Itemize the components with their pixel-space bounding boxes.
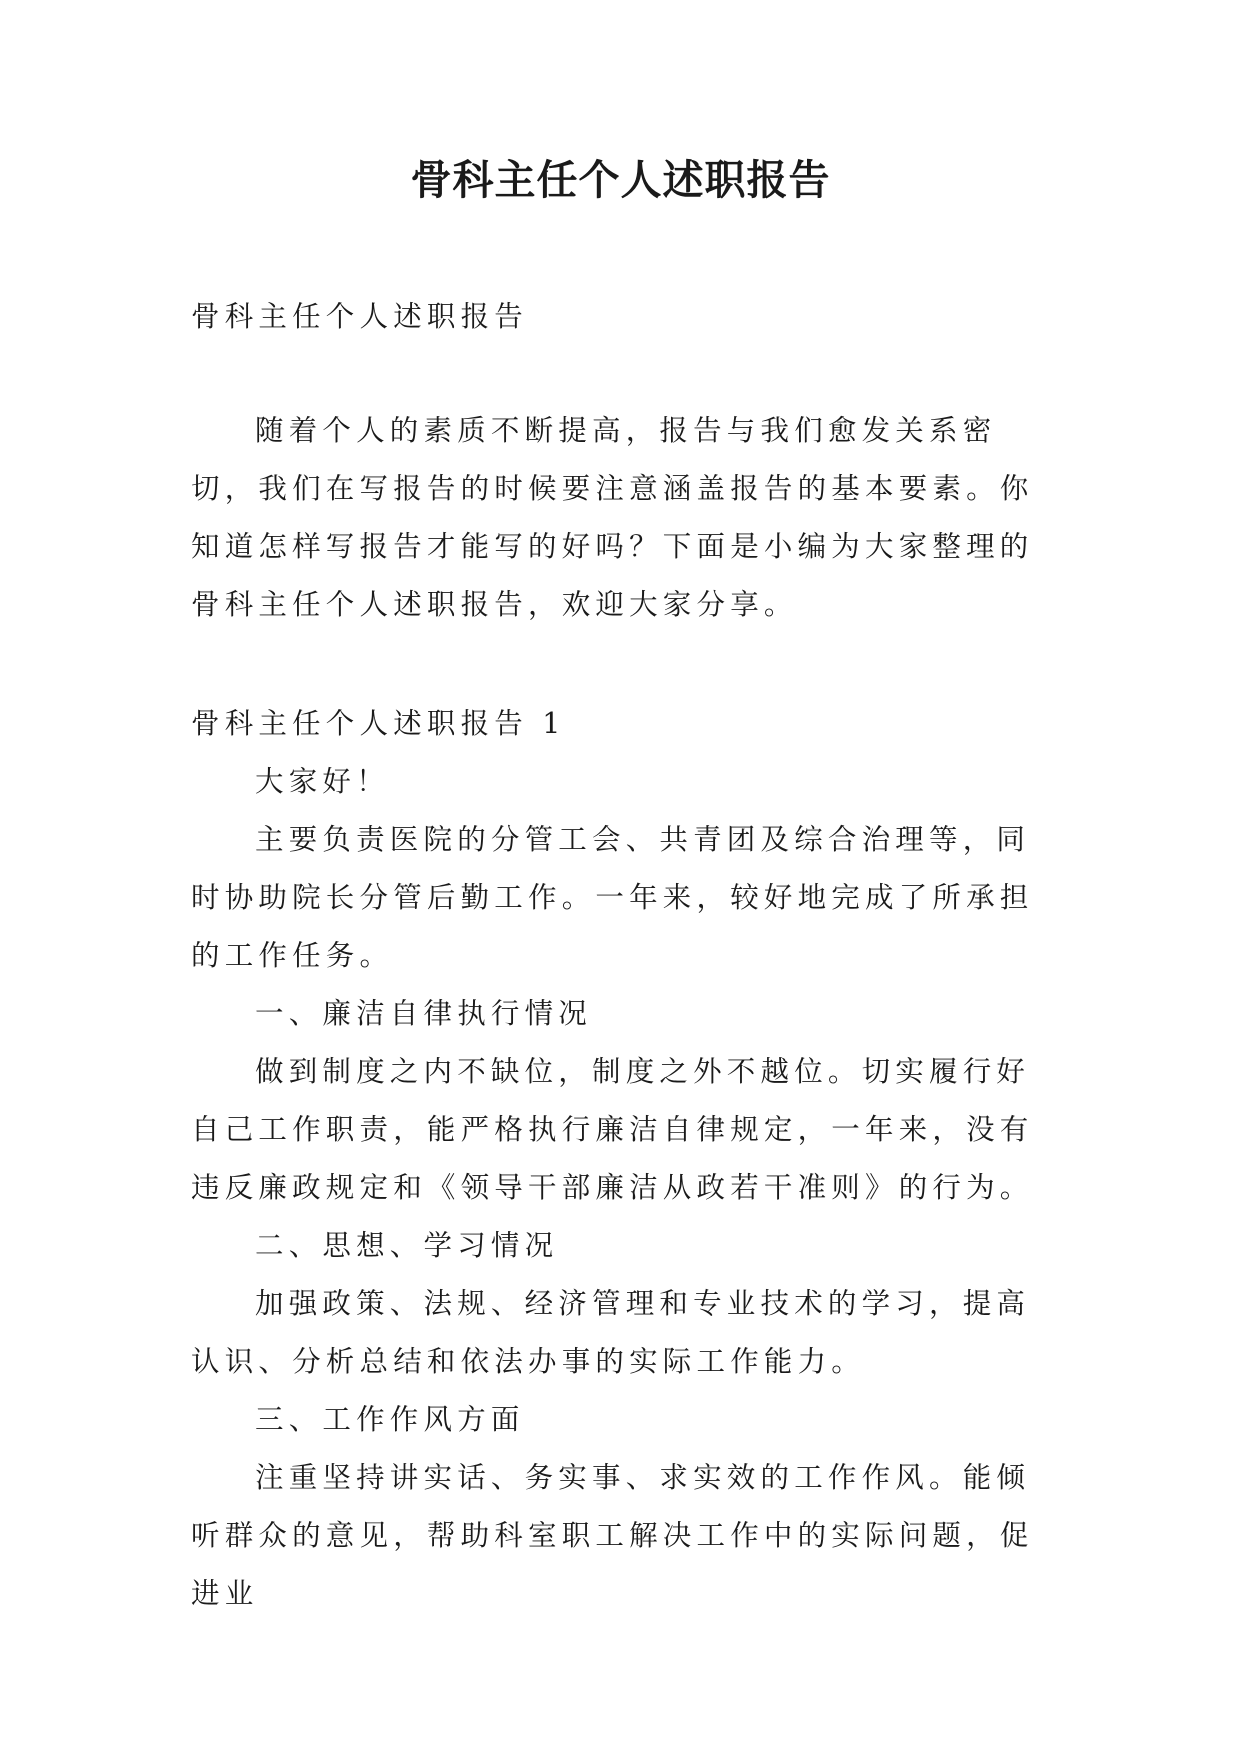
heading-integrity: 一、廉洁自律执行情况 [255,997,593,1030]
heading-work-style: 三、工作作风方面 [255,1403,525,1436]
paragraph-duties: 主要负责医院的分管工会、共青团及综合治理等，同时协助院长分管后勤工作。一年来，较好地完成了所承担的工作任务。 [191,823,1034,972]
greeting: 大家好！ [255,765,390,798]
section-heading: 骨科主任个人述职报告 1 [191,707,566,740]
intro-block [191,402,1061,634]
document-title: 骨科主任个人述职报告 [410,156,831,204]
subtitle-text: 骨科主任个人述职报告 [191,300,529,333]
intro-paragraph: 随着个人的素质不断提高，报告与我们愈发关系密切，我们在写报告的时候要注意涵盖报告的基本要素。你知道怎样写报告才能写的好吗？下面是小编为大家整理的骨科主任个人述职报告，欢迎大家分享。 [191,414,1034,621]
heading-study: 二、思想、学习情况 [255,1229,559,1262]
paragraph-study: 加强政策、法规、经济管理和专业技术的学习，提高认识、分析总结和依法办事的实际工作能力。 [191,1287,1031,1378]
document-subtitle [191,288,1061,346]
report-section [191,695,1061,1623]
paragraph-integrity: 做到制度之内不缺位，制度之外不越位。切实履行好自己工作职责，能严格执行廉洁自律规定，一年来，没有违反廉政规定和《领导干部廉洁从政若干准则》的行为。 [191,1055,1034,1204]
paragraph-work-style: 注重坚持讲实话、务实事、求实效的工作作风。能倾听群众的意见，帮助科室职工解决工作中的实际问题，促进业 [191,1461,1034,1610]
